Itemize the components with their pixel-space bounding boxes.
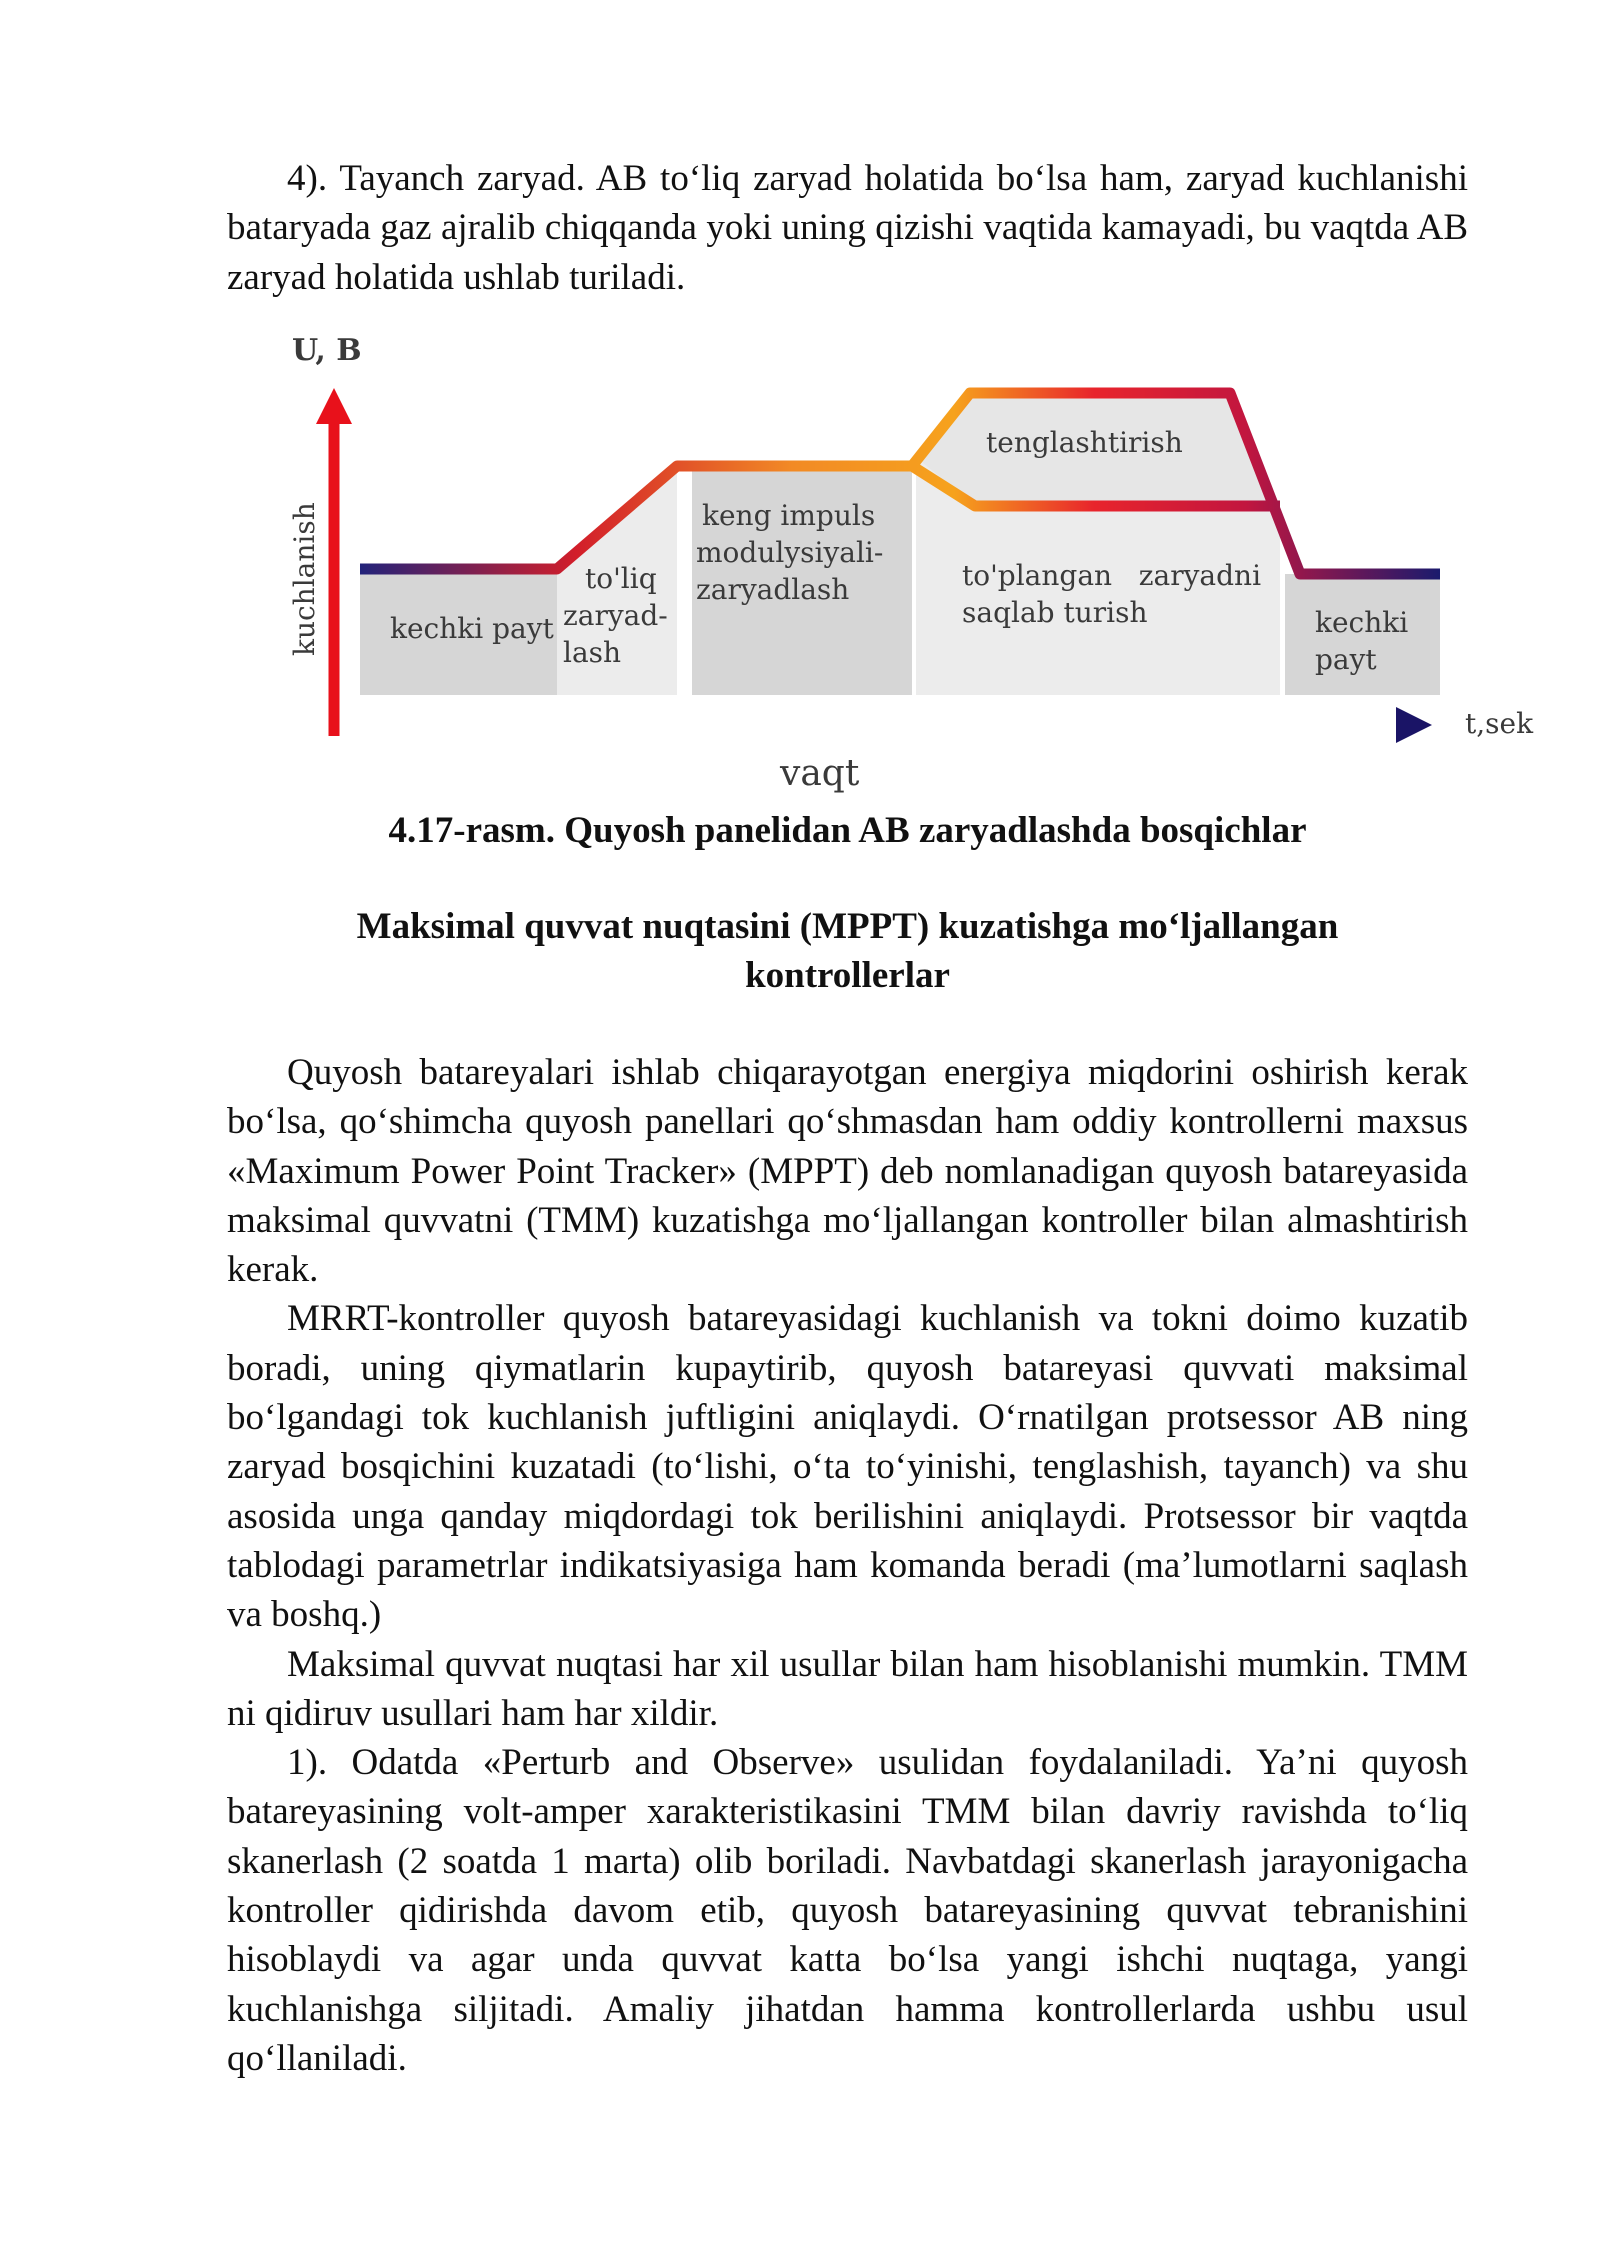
body-paragraph-3: Maksimal quvvat nuqtasi har xil usullar bilan ham hisoblanishi mumkin. TMM ni qidiruv usullari ham har xildir. <box>227 1643 1468 1734</box>
stage4-label: tenglashtirish <box>986 426 1183 459</box>
section-heading-line1: Maksimal quvvat nuqtasini (MPPT) kuzatishga mo‘ljallangan <box>356 906 1339 947</box>
stage5-label-line2: saqlab turish <box>962 596 1148 629</box>
body-text <box>227 1048 1468 2083</box>
charging-stages-diagram <box>280 326 1560 806</box>
y-axis-label: U, B <box>292 333 362 368</box>
figure-caption: 4.17-rasm. Quyosh panelidan AB zaryadlashda bosqichlar <box>388 810 1307 851</box>
intro-text <box>227 154 1468 302</box>
body-paragraph-2: MRRT-kontroller quyosh batareyasidagi kuchlanish va tokni doimo kuzatib boradi, uning qiymatlarin kupaytirib, quyosh batareyasi quvvati maksimal bo‘lgandagi tok kuchlanish juftligini aniqlaydi. O‘rnatilgan protsessor AB ning zaryad bosqichini kuzatadi (to‘lishi, o‘ta to‘yinishi, tenglashish, tayanch) va shu asosida unga qanday miqdordagi tok berilishini aniqlaydi. Protsessor bir vaqtda tablodagi parametrlar indikatsiyasiga ham komanda beradi (ma’lumotlarni saqlash va boshq.) <box>227 1298 1468 1636</box>
stage6-label-line2: payt <box>1315 643 1377 676</box>
x-axis-label: t,sek <box>1465 707 1534 740</box>
body-paragraph-1: Quyosh batareyalari ishlab chiqarayotgan energiya miqdorini oshirish kerak bo‘lsa, qo‘shimcha quyosh panellari qo‘shmasdan ham oddiy kontrollerni maxsus «Maximum Power Point Tracker» (MPPT) deb nomlanadigan quyosh batareyasida maksimal quvvatni (TMM) kuzatishga mo‘ljallangan kontroller bilan almashtirish kerak. <box>227 1052 1468 1291</box>
stage3-label-line2: modulysiyali- <box>696 536 884 569</box>
stage6-label-line1: kechki <box>1315 606 1409 639</box>
stage2-label-line1: to'liq <box>585 562 657 595</box>
body-paragraph-4: 1). Odatda «Perturb and Observe» usulidan foydalaniladi. Ya’ni quyosh batareyasining volt-amper xarakteristikasini TMM bilan davriy ravishda to‘liq skanerlash (2 soatda 1 marta) olib boriladi. Navbatdagi skanerlash jarayonigacha kontroller qidirishda davom etib, quyosh batareyasining quvvat tebranishini hisoblaydi va agar unda quvvat katta bo‘lsa yangi ishchi nuqtaga, yangi kuchlanishga siljitadi. Amaliy jihatdan hamma kontrollerlarda ushbu usul qo‘llaniladi. <box>227 1742 1468 2079</box>
stage2-label-line2: zaryad- <box>563 599 668 632</box>
y-axis-title: kuchlanish <box>288 502 321 656</box>
stage2-label-line3: lash <box>563 636 622 669</box>
section-heading-line2: kontrollerlar <box>745 955 950 996</box>
x-axis-arrow <box>1396 707 1432 743</box>
stage3-label-line3: zaryadlash <box>696 573 850 606</box>
intro-paragraph: 4). Tayanch zaryad. AB to‘liq zaryad holatida bo‘lsa ham, zaryad kuchlanishi bataryada gaz ajralib chiqqanda yoki uning qizishi vaqtida kamayadi, bu vaqtda AB zaryad holatida ushlab turiladi. <box>227 158 1468 298</box>
x-axis-title: vaqt <box>780 753 860 794</box>
y-axis-arrow <box>316 388 352 424</box>
stage3-label-line1: keng impuls <box>702 499 876 532</box>
charging-stages-figure <box>280 326 1560 806</box>
stage1-label: kechki payt <box>390 612 554 645</box>
stage5-label-line1: to'plangan zaryadni <box>962 559 1262 592</box>
